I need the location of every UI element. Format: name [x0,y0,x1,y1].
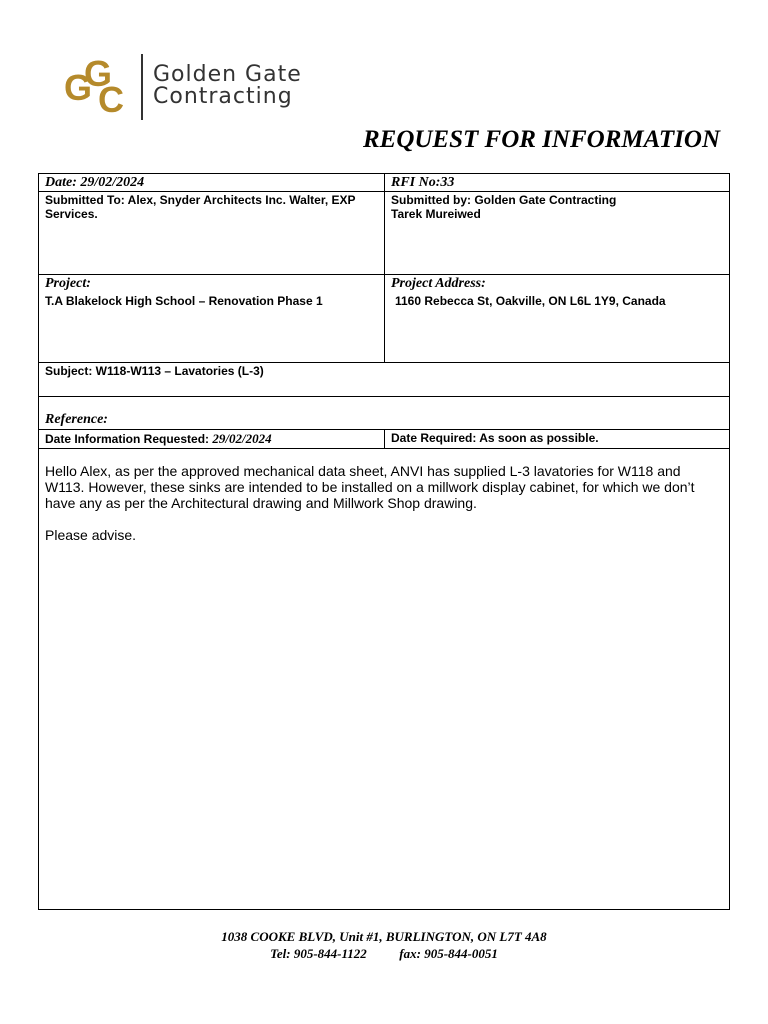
rfi-form [38,173,730,910]
subject: Subject: W118-W113 – Lavatories (L-3) [45,364,264,378]
logo-divider [141,54,143,120]
logo-letter-g2: G [64,67,93,108]
submitted-by-company: Submitted by: Golden Gate Contracting [391,193,617,207]
footer-address: 1038 COOKE BLVD, Unit #1, BURLINGTON, ON L7T 4A8 [221,929,547,944]
logo-letter-g1: G [84,53,113,94]
row-reference [39,397,729,430]
date-field: Date: 29/02/2024 [39,174,385,191]
row-project [39,275,729,363]
company-logo [50,52,370,124]
submitted-to: Submitted To: Alex, Snyder Architects Inc. Walter, EXP Services. [39,192,385,274]
document-title: REQUEST FOR INFORMATION [362,126,720,153]
project-label: Project: [45,276,91,291]
project-value: T.A Blakelock High School – Renovation Phase 1 [45,294,323,308]
submitted-by [385,192,729,274]
address-cell [385,275,729,362]
project-cell [39,275,385,362]
body-paragraph-2: Please advise. [45,527,137,543]
logo-wordmark [153,64,302,108]
logo-letter-c: C [98,79,124,120]
body-paragraph-1: Hello Alex, as per the approved mechanical data sheet, ANVI has supplied L-3 lavatories for W118 and W113. However, these sinks are intended to be installed on a millwork display cabinet, for which we don’t have any as per the Architectural drawing and Millwork Shop drawing. [45,463,695,511]
rfi-number: RFI No:33 [391,175,455,190]
ggc-monogram [64,53,128,120]
reference-label: Reference: [45,412,108,427]
submitted-by-person: Tarek Mureiwed [391,207,481,221]
row-dates [39,430,729,449]
row-subject [39,363,729,397]
logo-line-1: Golden Gate [153,62,302,87]
footer-fax: fax: 905-844-0051 [399,946,498,961]
date-requested [39,430,385,448]
row-date-rfi [39,174,729,192]
footer-tel: Tel: 905-844-1122 [270,946,367,961]
date-requested-value: 29/02/2024 [212,431,272,446]
footer [0,928,768,962]
date-required: Date Required: As soon as possible. [391,431,599,445]
rfi-body [39,449,729,573]
row-submitted [39,192,729,275]
address-value: 1160 Rebecca St, Oakville, ON L6L 1Y9, Canada [395,294,666,308]
address-label: Project Address: [391,276,486,291]
date-requested-label: Date Information Requested: [45,432,210,446]
logo-line-2: Contracting [153,84,293,109]
footer-contacts [0,945,768,962]
